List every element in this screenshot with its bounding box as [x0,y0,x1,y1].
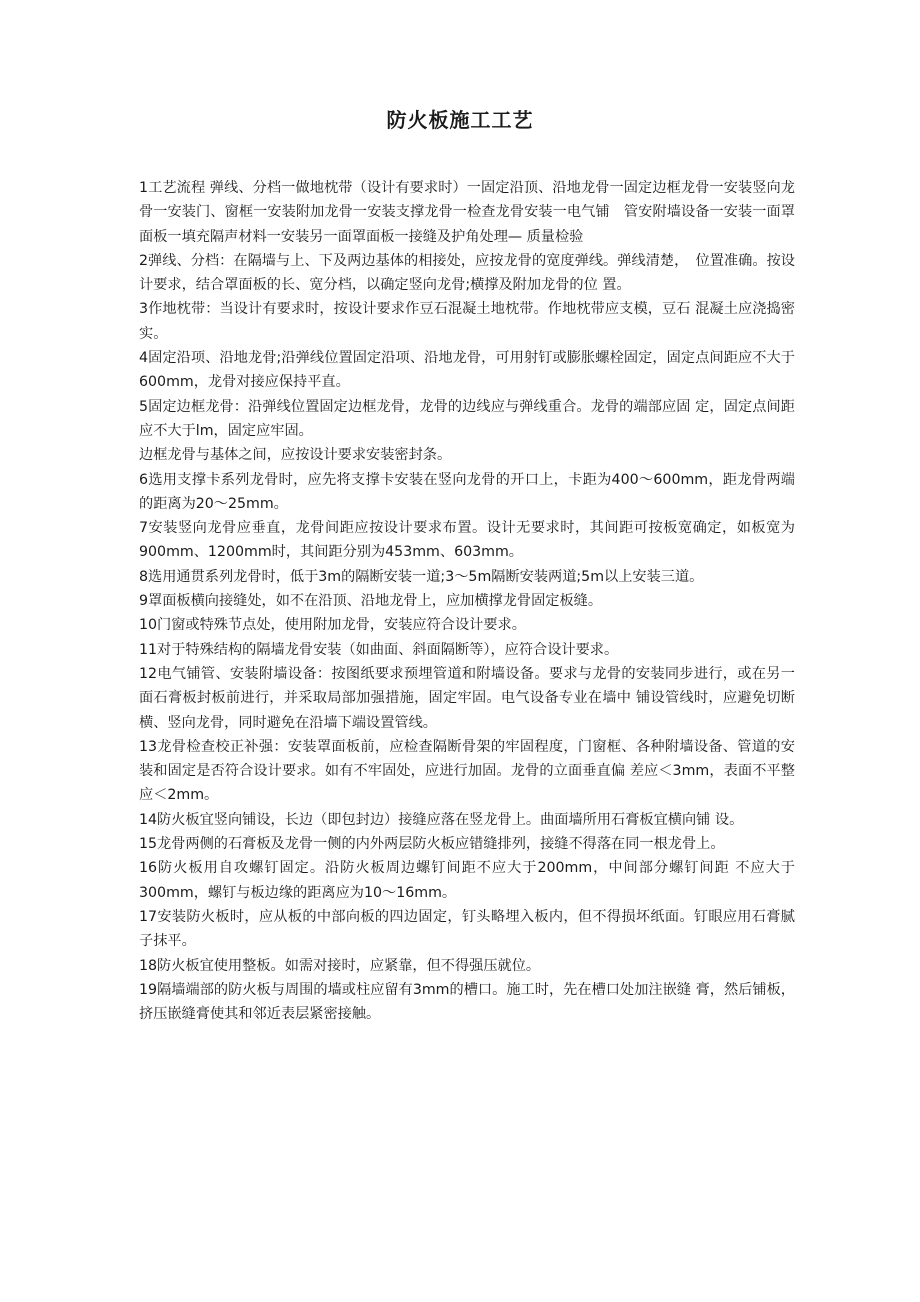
paragraph-2: 2弹线、分档：在隔墙与上、下及两边基体的相接处，应按龙骨的宽度弹线。弹线清楚， 位置准确。按设计要求，结合罩面板的长、宽分档，以确定竖向龙骨;横撑及附加龙骨的位 置。 [139,252,795,294]
paragraph-12: 12电气铺管、安装附墙设备：按图纸要求预埋管道和附墙设备。要求与龙骨的安装同步进行，或在另一面石膏板封板前进行，并采取局部加强措施，固定牢固。电气设备专业在墙中 铺设管线时，应避免切断横、竖向龙骨，同时避免在沿墙下端设置管线。 [139,665,795,731]
paragraph-3: 3作地枕带：当设计有要求时，按设计要求作豆石混凝土地枕带。作地枕带应支模，豆石 混凝土应浇捣密实。 [139,301,795,342]
paragraph-13: 13龙骨检查校正补强：安装罩面板前，应检查隔断骨架的牢固程度，门窗框、各种附墙设备、管道的安装和固定是否符合设计要求。如有不牢固处，应进行加固。龙骨的立面垂直偏 差应＜3mm，表面不平整应＜2mm。 [139,738,795,804]
document-body [139,176,795,1026]
paragraph-5-continued: 边框龙骨与基体之间，应按设计要求安装密封条。 [139,447,452,464]
paragraph-5: 5固定边框龙骨：沿弹线位置固定边框龙骨，龙骨的边线应与弹线重合。龙骨的端部应固 定，固定点间距应不大于lm，固定应牢固。 [139,398,795,439]
paragraph-14: 14防火板宜竖向铺设，长边（即包封边）接缝应落在竖龙骨上。曲面墙所用石膏板宜横向铺 设。 [139,811,744,828]
document-title: 防火板施工工艺 [386,108,534,132]
paragraph-19: 19隔墙端部的防火板与周围的墙或柱应留有3mm的槽口。施工时，先在槽口处加注嵌缝 膏，然后铺板，挤压嵌缝膏使其和邻近表层紧密接触。 [139,981,795,1023]
paragraph-10: 10门窗或特殊节点处，使用附加龙骨，安装应符合设计要求。 [139,617,526,634]
paragraph-15: 15龙骨两侧的石膏板及龙骨一侧的内外两层防火板应错缝排列，接缝不得落在同一根龙骨上。 [139,836,725,853]
paragraph-16: 16防火板用自攻螺钉固定。沿防火板周边螺钉间距不应大于200mm，中间部分螺钉间距 不应大于300mm，螺钉与板边缘的距离应为10～16mm。 [139,860,795,901]
paragraph-4: 4固定沿项、沿地龙骨;沿弹线位置固定沿项、沿地龙骨，可用射钉或膨胀螺栓固定，固定点间距应不大于600mm，龙骨对接应保持平直。 [139,350,795,391]
paragraph-9: 9罩面板横向接缝处，如不在沿顶、沿地龙骨上，应加横撑龙骨固定板缝。 [139,593,603,610]
paragraph-7: 7安装竖向龙骨应垂直，龙骨间距应按设计要求布置。设计无要求时，其间距可按板宽确定，如板宽为900mm、1200mm时，其间距分别为453mm、603mm。 [139,520,795,561]
paragraph-8: 8选用通贯系列龙骨时，低于3m的隔断安装一道;3～5m隔断安装两道;5m以上安装三道。 [139,568,704,585]
paragraph-17: 17安装防火板时，应从板的中部向板的四边固定，钉头略埋入板内，但不得损坏纸面。钉眼应用石膏腻子抹平。 [139,908,795,950]
paragraph-1: 1工艺流程 弹线、分档一做地枕带（设计有要求时）一固定沿顶、沿地龙骨一固定边框龙骨一安装竖向龙骨一安装门、窗框一安装附加龙骨一安装支撑龙骨一检查龙骨安装一电气铺 管安附墙设备一安装一面罩面板一填充隔声材料一安装另一面罩面板一接缝及护角处理— 质量检验 [139,180,795,245]
paragraph-11: 11对于特殊结构的隔墙龙骨安装（如曲面、斜面隔断等），应符合设计要求。 [139,641,619,658]
paragraph-6: 6选用支撑卡系列龙骨时，应先将支撑卡安装在竖向龙骨的开口上，卡距为400～600mm，距龙骨两端的距离为20～25mm。 [139,471,795,512]
paragraph-18: 18防火板宜使用整板。如需对接时，应紧靠，但不得强压就位。 [139,957,541,974]
